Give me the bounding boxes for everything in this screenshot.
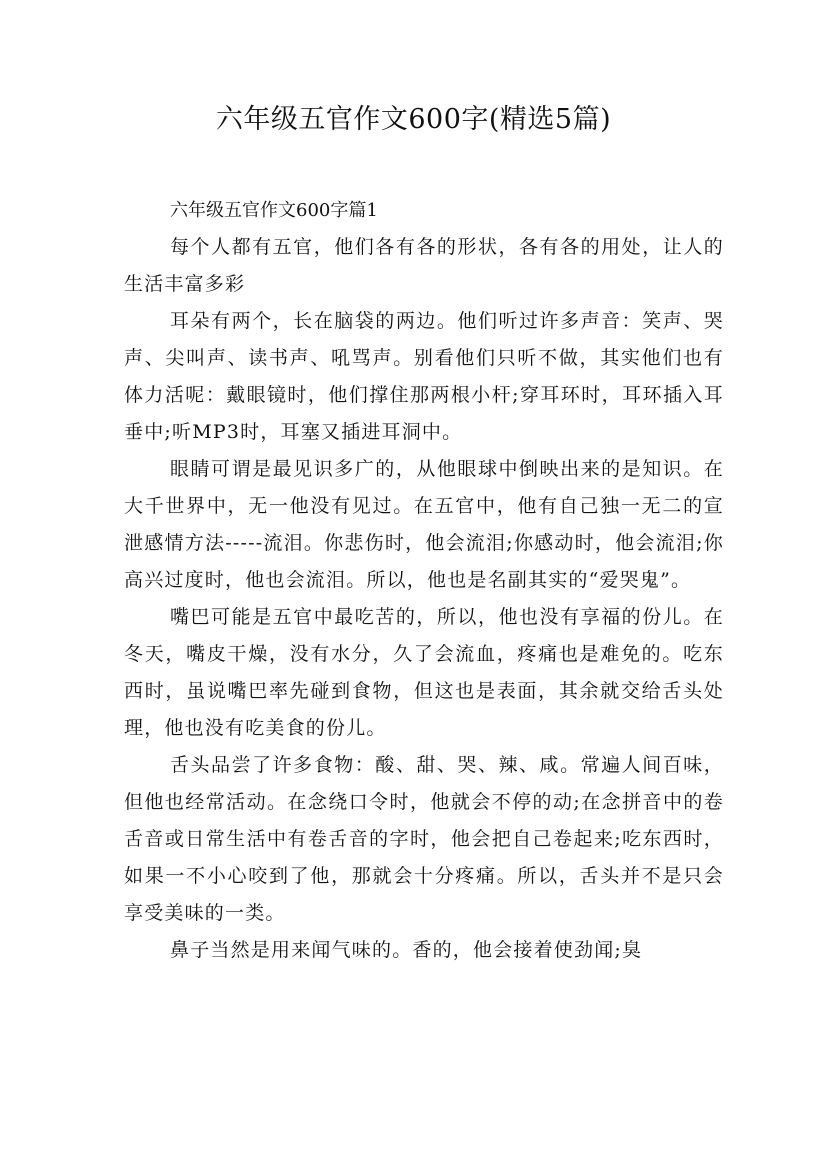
document-body — [124, 193, 724, 969]
paragraph-mouth: 嘴巴可能是五官中最吃苦的，所以，他也没有享福的份儿。在冬天，嘴皮干燥，没有水分，久了会流血，疼痛也是难免的。吃东西时，虽说嘴巴率先碰到食物，但这也是表面，其余就交给舌头处理，他也没有吃美食的份儿。 — [124, 606, 724, 739]
document-title: 六年级五官作文600字(精选5篇) — [215, 104, 612, 135]
section-heading: 六年级五官作文600字篇1 — [170, 200, 378, 221]
paragraph-nose: 鼻子当然是用来闻气味的。香的，他会接着使劲闻;臭 — [170, 939, 643, 961]
paragraph-ears: 耳朵有两个，长在脑袋的两边。他们听过许多声音：笑声、哭声、尖叫声、读书声、吼骂声。别看他们只听不做，其实他们也有体力活呢：戴眼镜时，他们撑住那两根小杆;穿耳环时，耳环插入耳垂中;听MP3时，耳塞又插进耳洞中。 — [124, 310, 724, 443]
paragraph-intro: 每个人都有五官，他们各有各的形状，各有各的用处，让人的生活丰富多彩 — [124, 236, 724, 295]
paragraph-eyes: 眼睛可谓是最见识多广的，从他眼球中倒映出来的是知识。在大千世界中，无一他没有见过。在五官中，他有自己独一无二的宣泄感情方法-----流泪。你悲伤时，他会流泪;你感动时，他会流泪;你高兴过度时，他也会流泪。所以，他也是名副其实的“爱哭鬼”。 — [124, 458, 724, 591]
paragraph-tongue: 舌头品尝了许多食物：酸、甜、哭、辣、咸。常遍人间百味，但他也经常活动。在念绕口令时，他就会不停的动;在念拼音中的卷舌音或日常生活中有卷舌音的字时，他会把自己卷起来;吃东西时，如果一不小心咬到了他，那就会十分疼痛。所以，舌头并不是只会享受美味的一类。 — [124, 754, 724, 924]
